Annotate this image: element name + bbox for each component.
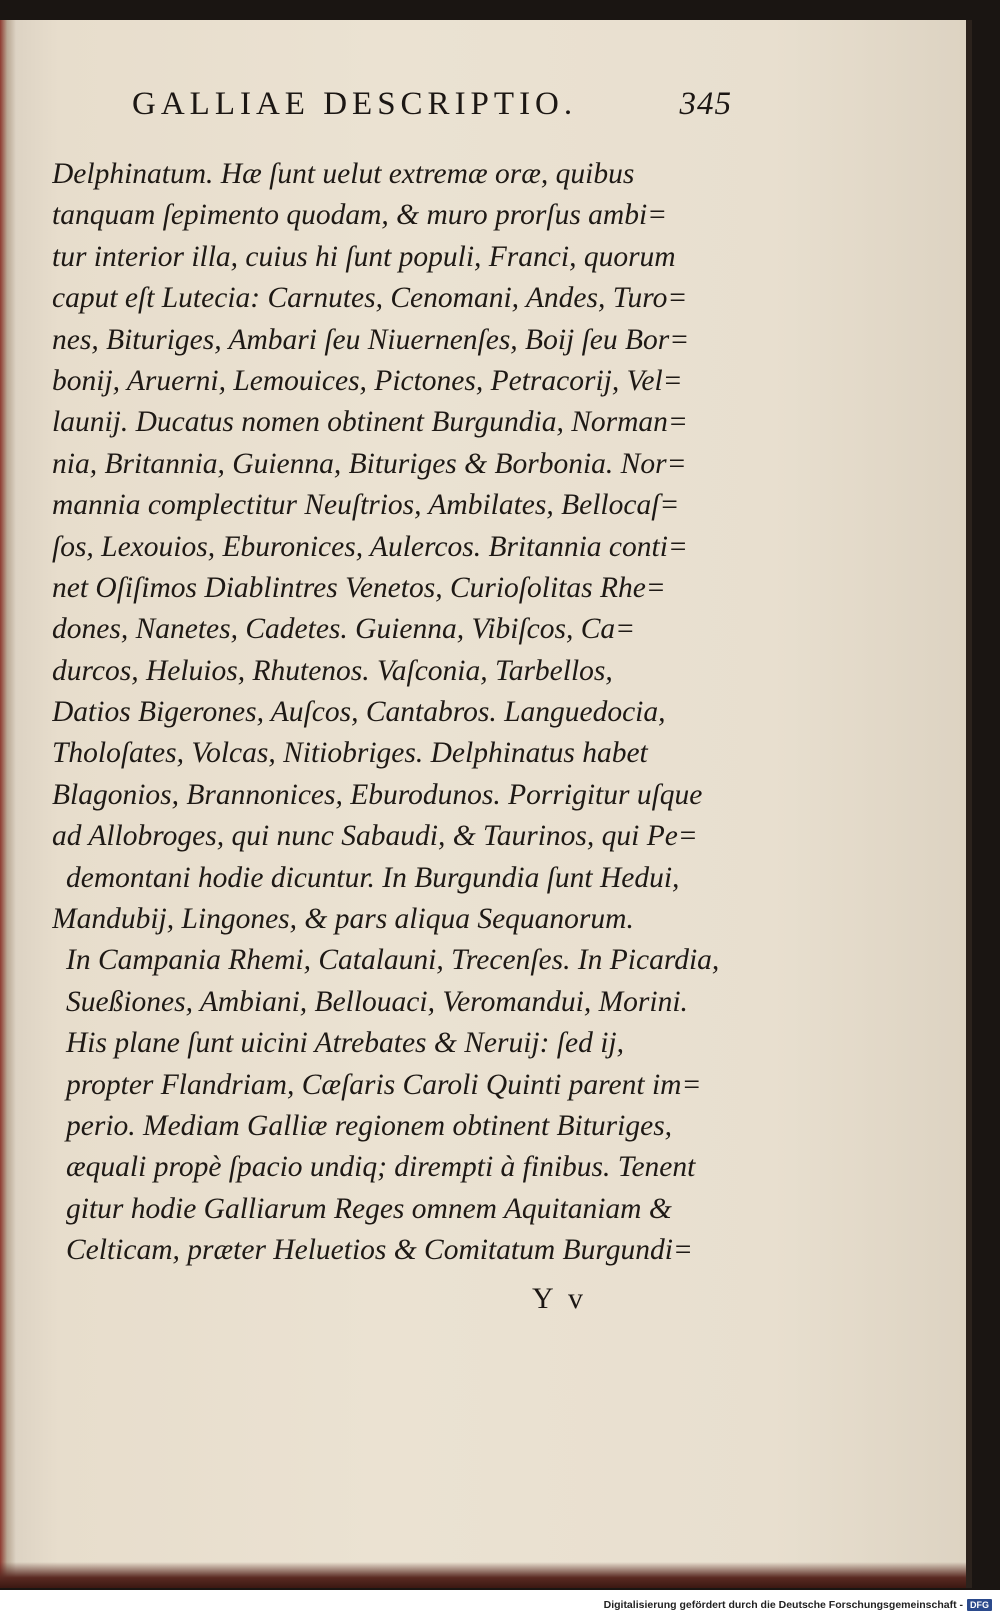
- text-line: nes, Bituriges, Ambari ſeu Niuernenſes, Boij ſeu Bor=: [52, 323, 690, 356]
- text-line: ad Allobroges, qui nunc Sabaudi, & Taurinos, qui Pe=: [52, 820, 698, 853]
- body-text: [52, 154, 752, 1272]
- text-line: Tholoſates, Volcas, Nitiobriges. Delphinatus habet: [52, 737, 648, 770]
- text-line: nia, Britannia, Guienna, Bituriges & Borbonia. Nor=: [52, 447, 687, 480]
- text-line: propter Flandriam, Cæſaris Caroli Quinti parent im=: [66, 1068, 702, 1101]
- text-line: launij. Ducatus nomen obtinent Burgundia, Norman=: [52, 406, 688, 439]
- text-line: dones, Nanetes, Cadetes. Guienna, Vibiſcos, Ca=: [52, 613, 636, 646]
- signature-mark: Y v: [532, 1282, 588, 1315]
- book-page: [0, 20, 972, 1588]
- text-line: gitur hodie Galliarum Reges omnem Aquitaniam &: [66, 1192, 672, 1225]
- page-number: 345: [679, 86, 732, 122]
- text-line: durcos, Heluios, Rhutenos. Vaſconia, Tarbellos,: [52, 654, 613, 687]
- page-header: [132, 86, 732, 123]
- footer-credit: Digitalisierung gefördert durch die Deutsche Forschungsgemeinschaft -: [603, 1598, 963, 1611]
- text-line: bonij, Aruerni, Lemouices, Pictones, Petracorij, Vel=: [52, 364, 683, 397]
- text-line: Blagonios, Brannonices, Eburodunos. Porrigitur uſque: [52, 778, 703, 811]
- text-line: æquali propè ſpacio undiq; dirempti à finibus. Tenent: [66, 1151, 696, 1184]
- text-line: tur interior illa, cuius hi ſunt populi, Franci, quorum: [52, 240, 676, 273]
- running-title: GALLIAE DESCRIPTIO.: [132, 86, 578, 122]
- text-line: mannia complectitur Neuſtrios, Ambilates, Bellocaſ=: [52, 489, 680, 522]
- dfg-logo: DFG: [967, 1599, 992, 1611]
- text-line: Datios Bigerones, Auſcos, Cantabros. Languedocia,: [52, 696, 666, 729]
- footer-bar: [0, 1590, 1000, 1619]
- text-line: ſos, Lexouios, Eburonices, Aulercos. Britannia conti=: [52, 530, 688, 563]
- text-line: His plane ſunt uicini Atrebates & Neruij: ſed ij,: [66, 1027, 624, 1060]
- text-line: tanquam ſepimento quodam, & muro prorſus ambi=: [52, 199, 668, 232]
- text-line: net Oſiſimos Diablintres Venetos, Curioſolitas Rhe=: [52, 571, 666, 604]
- text-line: Delphinatum. Hæ ſunt uelut extremæ oræ, quibus: [52, 158, 635, 190]
- text-line: demontani hodie dicuntur. In Burgundia ſunt Hedui,: [66, 861, 680, 894]
- text-line: Mandubij, Lingones, & pars aliqua Sequanorum.: [52, 903, 634, 936]
- text-line: In Campania Rhemi, Catalauni, Trecenſes. In Picardia,: [66, 944, 720, 977]
- text-line: caput eſt Lutecia: Carnutes, Cenomani, Andes, Turo=: [52, 282, 688, 315]
- text-line: Sueßiones, Ambiani, Bellouaci, Veromandui, Morini.: [66, 985, 688, 1018]
- text-line: Celticam, præter Heluetios & Comitatum Burgundi=: [66, 1234, 693, 1267]
- text-line: perio. Mediam Galliæ regionem obtinent Bituriges,: [66, 1109, 673, 1142]
